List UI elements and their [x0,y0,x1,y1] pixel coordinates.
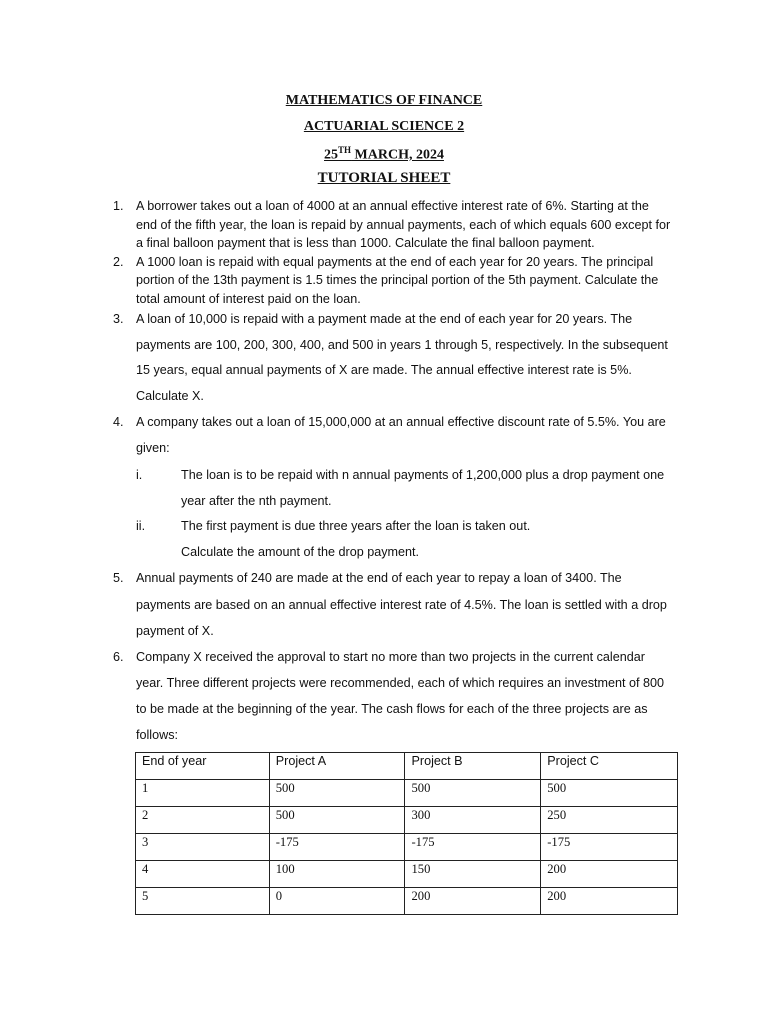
subitem-text-line: The first payment is due three years after the loan is taken out. [181,519,531,533]
table-cell: 200 [405,888,541,915]
question-text-line: end of the fifth year, the loan is repaid by annual payments, each of which equals 600 except for [136,218,671,232]
table-cell: 150 [405,861,541,888]
table-cell: 500 [269,807,405,834]
table-header-cell: End of year [136,753,270,780]
question-text-line: follows: [136,728,178,742]
table-cell: -175 [541,834,678,861]
question-text-line: A borrower takes out a loan of 4000 at an annual effective interest rate of 6%. Starting at the [136,199,649,213]
question-number: 2. [113,255,124,269]
subitem-text-line: Calculate the amount of the drop payment. [181,545,420,559]
question-number: 6. [113,650,124,664]
question-text-line: A loan of 10,000 is repaid with a payment made at the end of each year for 20 years. The [136,312,633,326]
table-cell: 2 [136,807,270,834]
table-cell: 500 [269,780,405,807]
question-number: 5. [113,571,124,585]
question-text-line: payments are 100, 200, 300, 400, and 500 in years 1 through 5, respectively. In the subsequent [136,338,668,352]
sheet-title: TUTORIAL SHEET [317,170,451,186]
table-header-cell: Project B [405,753,541,780]
question-text-line: payments are based on an annual effective interest rate of 4.5%. The loan is settled with a drop [136,598,667,612]
table-cell: 500 [541,780,678,807]
table-header-cell: Project A [269,753,405,780]
table-cell: 250 [541,807,678,834]
question-text-line: given: [136,441,170,455]
subitem-number: i. [136,468,143,482]
question-text-line: Annual payments of 240 are made at the end of each year to repay a loan of 3400. The [136,571,622,585]
table-cell: -175 [269,834,405,861]
table-cell: 200 [541,888,678,915]
question-text-line: a final balloon payment that is less than 1000. Calculate the final balloon payment. [136,236,595,250]
table-cell: 3 [136,834,270,861]
table-cell: 300 [405,807,541,834]
question-number: 3. [113,312,124,326]
date-suffix: TH [338,145,352,155]
date-day: 25 [324,147,339,163]
question-number: 1. [113,199,124,213]
question-text-line: 15 years, equal annual payments of X are made. The annual effective interest rate is 5%. [136,363,632,377]
cash-flow-table [135,752,678,915]
document-date [0,145,768,164]
question-text-line: year. Three different projects were recommended, each of which requires an investment of 800 [136,676,665,690]
question-text-line: A 1000 loan is repaid with equal payments at the end of each year for 20 years. The principal [136,255,654,269]
table-cell: 4 [136,861,270,888]
question-text-line: Company X received the approval to start no more than two projects in the current calendar [136,650,645,664]
course-name: ACTUARIAL SCIENCE 2 [303,119,465,134]
question-text-line: total amount of interest paid on the loan. [136,292,361,306]
table-row [136,834,678,861]
question-text-line: payment of X. [136,624,214,638]
table-cell: 5 [136,888,270,915]
document-title: MATHEMATICS OF FINANCE [285,93,483,108]
table-cell: 500 [405,780,541,807]
subitem-text-line: The loan is to be repaid with n annual payments of 1,200,000 plus a drop payment one [181,468,665,482]
question-text-line: A company takes out a loan of 15,000,000 at an annual effective discount rate of 5.5%. You are [136,415,666,429]
question-text-line: Calculate X. [136,389,204,403]
question-number: 4. [113,415,124,429]
table-cell: 100 [269,861,405,888]
subitem-number: ii. [136,519,146,533]
table-cell: 1 [136,780,270,807]
table-cell: 200 [541,861,678,888]
date-month-year: MARCH, 2024 [351,147,444,163]
table-row [136,861,678,888]
question-text-line: portion of the 13th payment is 1.5 times the principal portion of the 5th payment. Calculate the [136,273,659,287]
table-header-cell: Project C [541,753,678,780]
table-cell: 0 [269,888,405,915]
subitem-text-line: year after the nth payment. [181,494,332,508]
table-row [136,780,678,807]
table-row [136,888,678,915]
table-cell: -175 [405,834,541,861]
question-text-line: to be made at the beginning of the year. The cash flows for each of the three projects are as [136,702,648,716]
table-header-row [136,753,678,780]
table-row [136,807,678,834]
